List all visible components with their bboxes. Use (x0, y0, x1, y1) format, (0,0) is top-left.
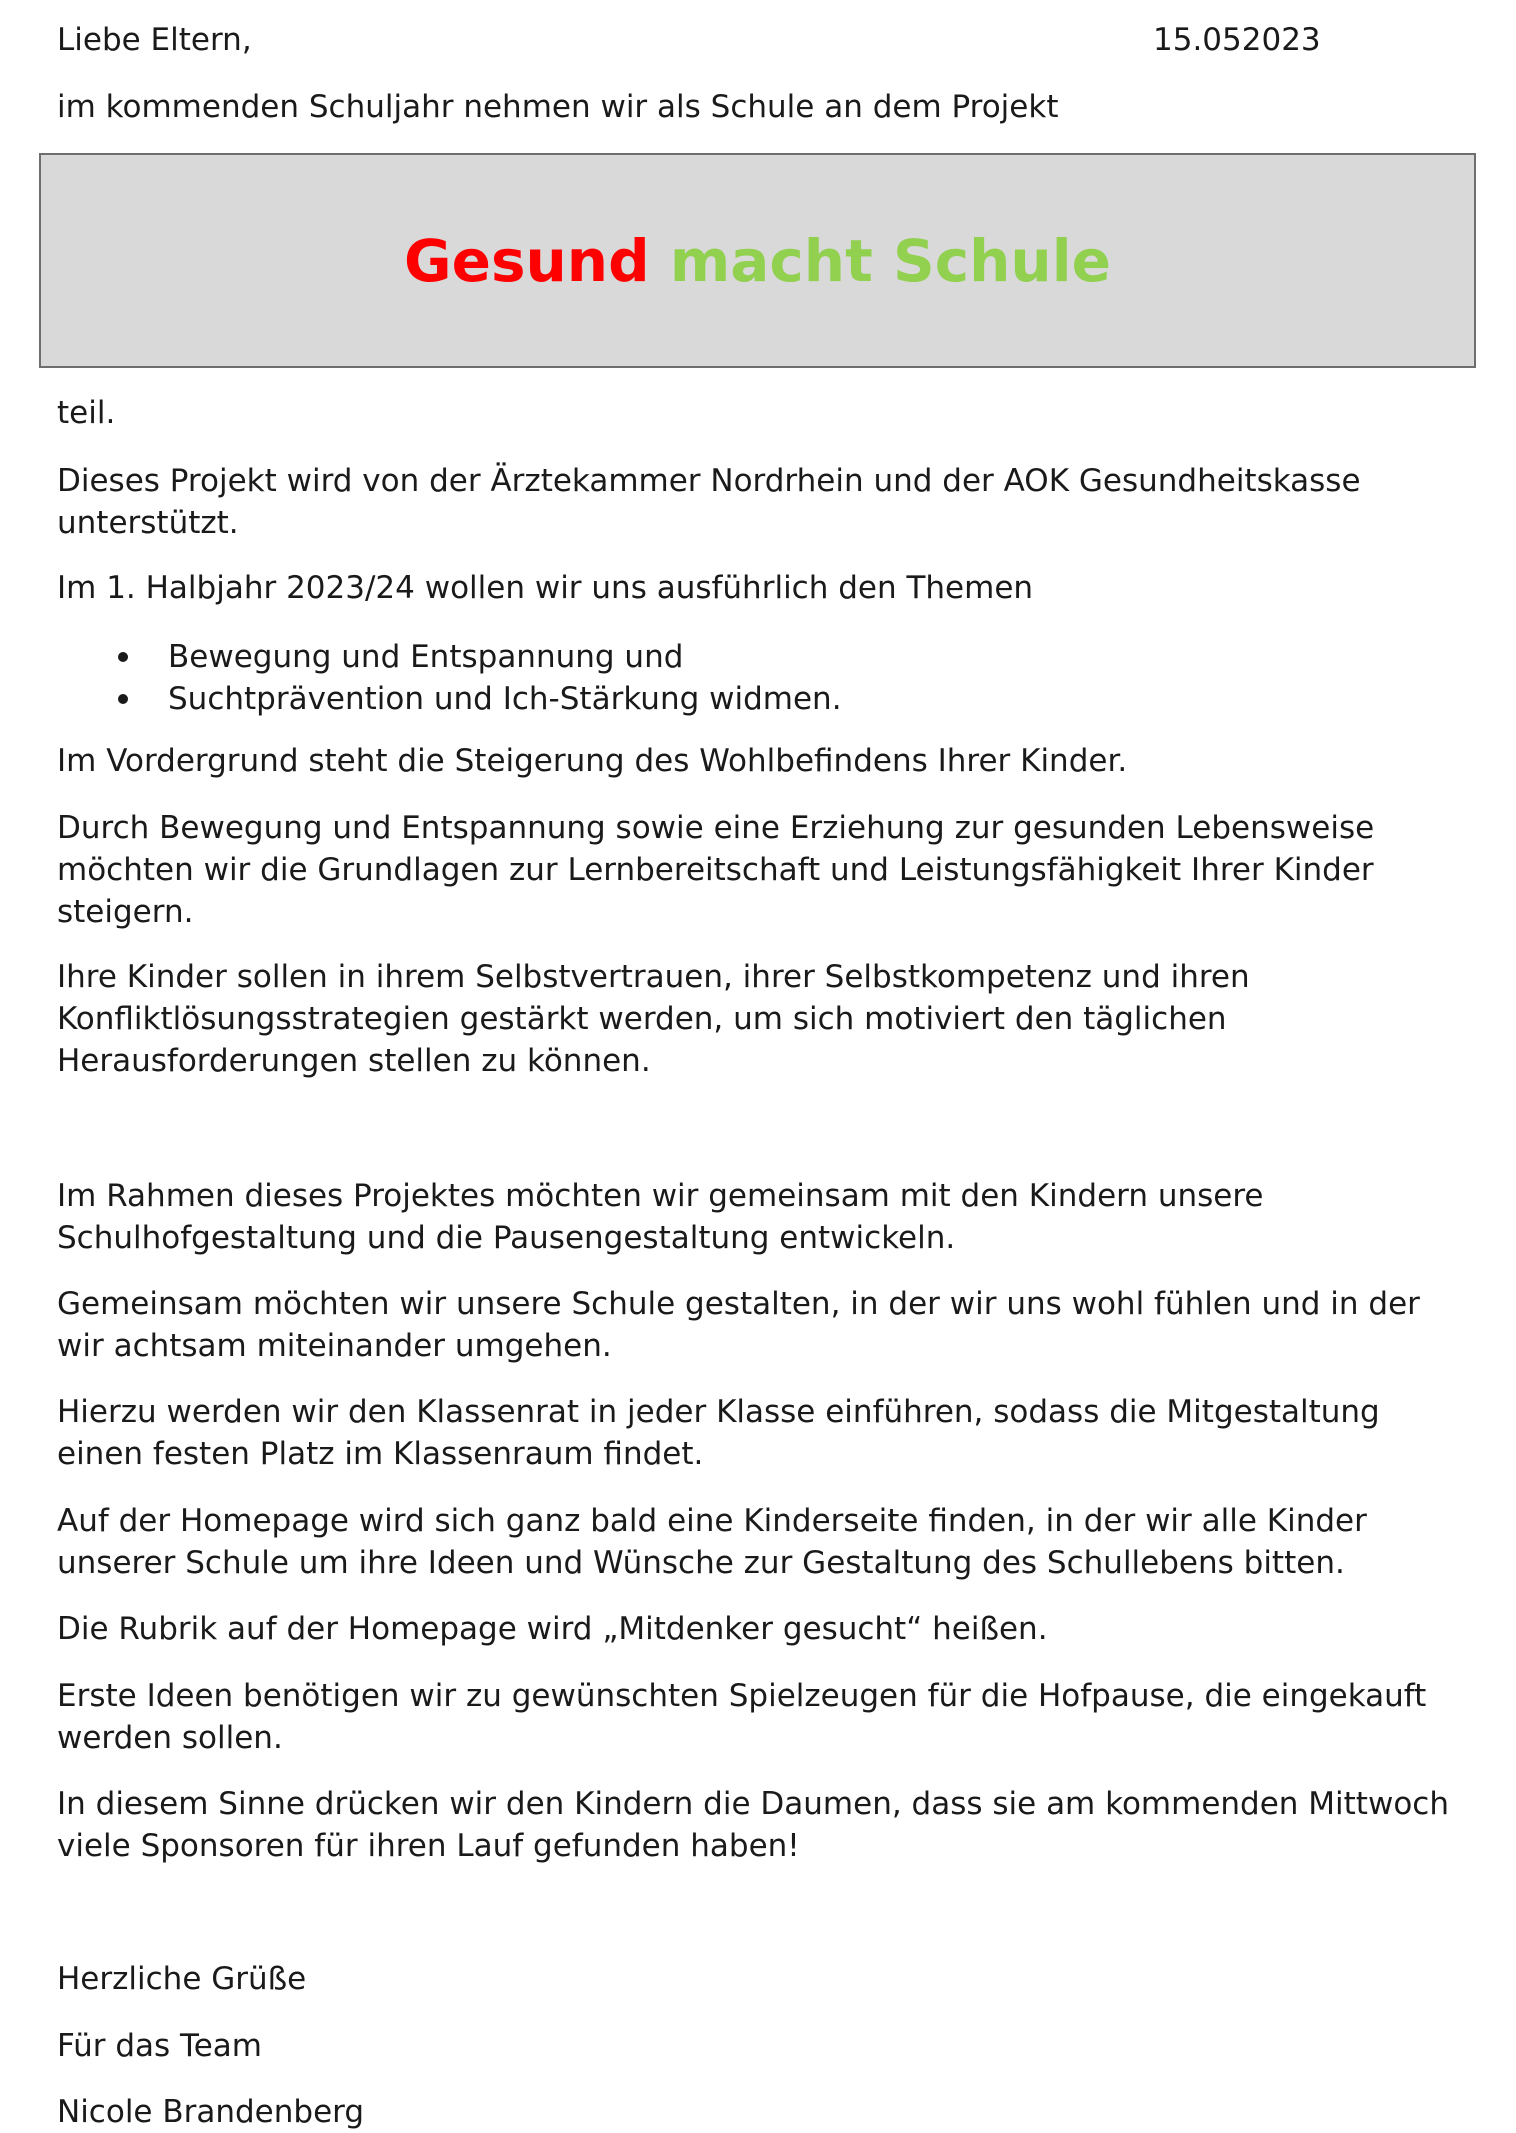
body-paragraph: Erste Ideen benötigen wir zu gewünschten Spielzeugen für die Hofpause, die eingekauft werden sollen. (57, 1678, 1427, 1756)
body-paragraph: Durch Bewegung und Entspannung sowie eine Erziehung zur gesunden Lebensweise möchten wir die Grundlagen zur Lernbereitschaft und Leistungsfähigkeit Ihrer Kinder steigern. (57, 810, 1375, 930)
body-paragraph: In diesem Sinne drücken wir den Kindern die Daumen, dass sie am kommenden Mittwoch viele Sponsoren für ihren Lauf gefunden haben! (57, 1786, 1449, 1864)
bullet-icon (118, 652, 128, 662)
topics-list (57, 636, 842, 720)
body-paragraph: Hierzu werden wir den Klassenrat in jeder Klasse einführen, sodass die Mitgestaltung einen festen Platz im Klassenraum findet. (57, 1394, 1380, 1472)
body-paragraph: Auf der Homepage wird sich ganz bald eine Kinderseite finden, in der wir alle Kinder unserer Schule um ihre Ideen und Wünsche zur Gestaltung des Schullebens bitten. (57, 1503, 1367, 1581)
after-banner-text: teil. (57, 395, 116, 431)
body-paragraph: Im Vordergrund steht die Steigerung des Wohlbefindens Ihrer Kinder. (57, 743, 1128, 779)
body-paragraph: Gemeinsam möchten wir unsere Schule gestalten, in der wir uns wohl fühlen und in der wir achtsam miteinander umgehen. (57, 1286, 1420, 1364)
topic-text: Suchtprävention und Ich-Stärkung widmen. (168, 681, 842, 717)
body-paragraph: Im Rahmen dieses Projektes möchten wir gemeinsam mit den Kindern unsere Schulhofgestaltung und die Pausengestaltung entwickeln. (57, 1178, 1264, 1256)
closing: Herzliche Grüße (57, 1961, 307, 1997)
letter-date: 15.052023 (1153, 22, 1321, 58)
intro-text: im kommenden Schuljahr nehmen wir als Schule an dem Projekt (57, 89, 1059, 125)
signature: Nicole Brandenberg (57, 2094, 365, 2130)
paragraph-topics-intro: Im 1. Halbjahr 2023/24 wollen wir uns ausführlich den Themen (57, 570, 1034, 606)
banner-title-part2: macht Schule (669, 226, 1111, 295)
banner-title-part1: Gesund (404, 226, 650, 295)
project-banner (39, 153, 1476, 368)
bullet-icon (118, 694, 128, 704)
body-paragraph: Die Rubrik auf der Homepage wird „Mitdenker gesucht“ heißen. (57, 1611, 1048, 1647)
topic-text: Bewegung und Entspannung und (168, 639, 684, 675)
list-item (57, 678, 842, 720)
banner-title (404, 227, 1111, 295)
list-item (57, 636, 842, 678)
team-line: Für das Team (57, 2028, 262, 2064)
body-paragraph: Ihre Kinder sollen in ihrem Selbstvertrauen, ihrer Selbstkompetenz und ihren Konfliktlösungsstrategien gestärkt werden, um sich motiviert den täglichen Herausforderungen stellen zu können. (57, 959, 1250, 1079)
greeting: Liebe Eltern, (57, 22, 252, 58)
paragraph-sponsors: Dieses Projekt wird von der Ärztekammer Nordrhein und der AOK Gesundheitskasse unterstützt. (57, 463, 1361, 541)
